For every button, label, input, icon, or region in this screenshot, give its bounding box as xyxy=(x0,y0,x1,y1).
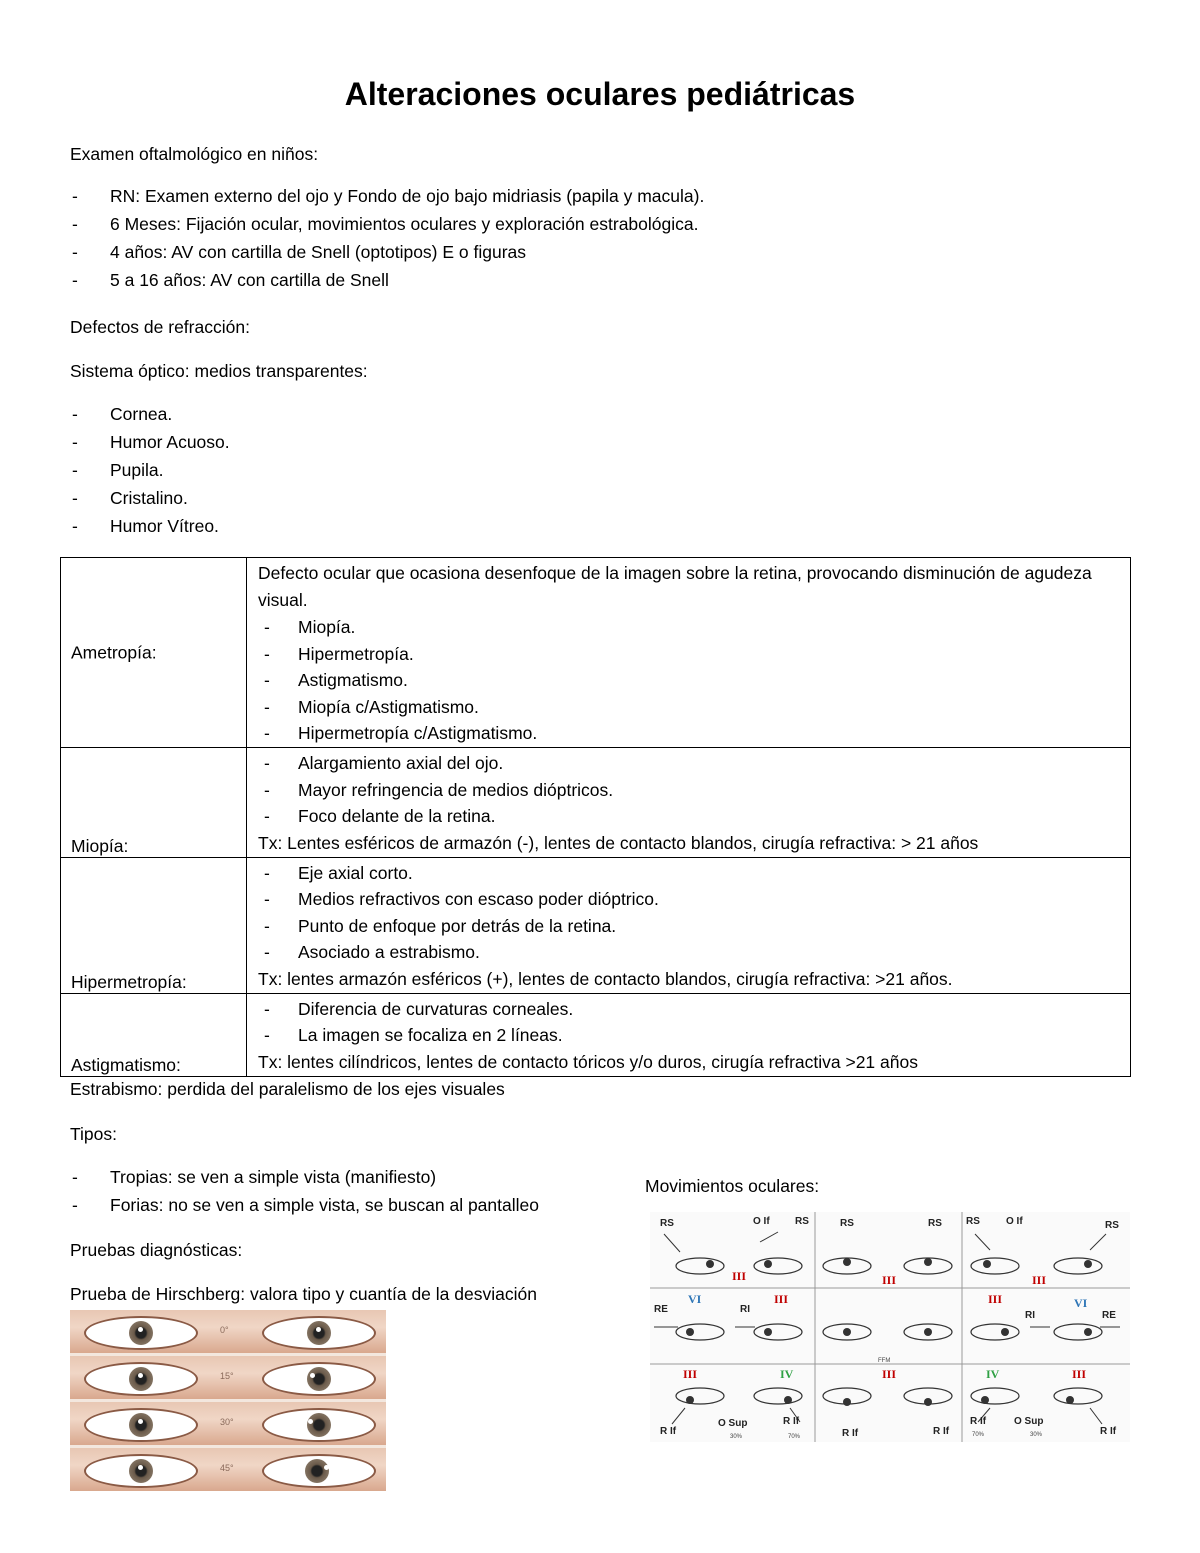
exam-item-6-months: 6 Meses: Fijación ocular, movimientos oculares y exploración estrabológica. xyxy=(110,214,699,234)
table-row xyxy=(61,857,1131,993)
nerve-label: III xyxy=(774,1292,789,1306)
dash: - xyxy=(264,1025,270,1045)
dash: - xyxy=(264,617,270,637)
label-rif: R If xyxy=(1100,1426,1117,1437)
list-item xyxy=(258,996,1120,1023)
label-miopia: Miopía: xyxy=(71,835,129,856)
document-title: Alteraciones oculares pediátricas xyxy=(344,76,856,112)
label-rs: RS xyxy=(928,1218,942,1229)
dash: - xyxy=(72,1195,78,1215)
table-label-cell xyxy=(61,993,247,1076)
exam-item-rn: RN: Examen externo del ojo y Fondo de ojo bajo midriasis (papila y macula). xyxy=(110,186,705,206)
list-item-text: Hipermetropía c/Astigmatismo. xyxy=(298,723,538,743)
exam-list xyxy=(70,182,704,294)
list-item-text: Medios refractivos con escaso poder dióptrico. xyxy=(298,889,659,909)
dash: - xyxy=(264,862,270,883)
list-item-text: Miopía. xyxy=(298,617,356,637)
table-row xyxy=(61,558,1131,748)
nerve-label: IV xyxy=(780,1367,794,1381)
list-item xyxy=(258,720,1120,747)
list-item xyxy=(70,210,704,238)
table-row xyxy=(61,993,1131,1076)
list-item-text: Punto de enfoque por detrás de la retina. xyxy=(298,915,617,936)
list-item-text: Hipermetropía. xyxy=(298,643,414,664)
table-content-cell xyxy=(247,993,1131,1076)
list-item xyxy=(70,456,230,484)
dash: - xyxy=(72,488,78,508)
table-label-cell xyxy=(61,748,247,858)
eye-icon xyxy=(84,1362,198,1396)
miopia-treatment: Tx: Lentes esféricos de armazón (-), lentes de contacto blandos, cirugía refractiva: > 21 años xyxy=(258,832,979,853)
degree-label: 30° xyxy=(220,1417,234,1427)
eye-row xyxy=(70,1310,386,1353)
degree-label: 15° xyxy=(220,1371,234,1381)
eye-row xyxy=(70,1402,386,1445)
optics-item: Cornea. xyxy=(110,404,173,424)
type-forias: Forias: no se ven a simple vista, se buscan al pantalleo xyxy=(110,1195,539,1215)
list-item xyxy=(70,428,230,456)
list-item-text: Foco delante de la retina. xyxy=(298,806,496,826)
types-heading: Tipos: xyxy=(70,1124,118,1144)
list-item xyxy=(70,182,704,210)
label-hipermetropia: Hipermetropía: xyxy=(71,971,187,992)
strabismus-types-list xyxy=(70,1163,539,1219)
optics-item: Cristalino. xyxy=(110,488,188,508)
label-rs: RS xyxy=(660,1218,674,1229)
optics-item: Pupila. xyxy=(110,460,164,480)
label-re: RE xyxy=(654,1304,668,1315)
list-item xyxy=(70,238,704,266)
dash: - xyxy=(264,670,270,690)
strabismus-definition: Estrabismo: perdida del paralelismo de los ejes visuales xyxy=(70,1079,505,1099)
list-item xyxy=(258,750,1120,777)
list-item-text: Mayor refringencia de medios dióptricos. xyxy=(298,779,614,800)
dash: - xyxy=(72,242,78,262)
nerve-label: IV xyxy=(986,1367,1000,1381)
optics-list xyxy=(70,400,230,540)
label-astigmatismo: Astigmatismo: xyxy=(71,1054,181,1075)
label-rif: R If xyxy=(842,1428,859,1439)
exam-heading: Examen oftalmológico en niños: xyxy=(70,144,319,164)
list-item-text: Astigmatismo. xyxy=(298,670,408,690)
exam-item-4-years: 4 años: AV con cartilla de Snell (optotipos) E o figuras xyxy=(110,242,527,262)
list-item xyxy=(258,913,1120,940)
ocular-movements-diagram xyxy=(650,1212,1130,1442)
label-rs: RS xyxy=(795,1216,809,1227)
list-item xyxy=(70,512,230,540)
list-item xyxy=(70,400,230,428)
dash: - xyxy=(72,270,78,290)
table-label-cell xyxy=(61,857,247,993)
label-rif: R If xyxy=(933,1426,950,1437)
nerve-label: III xyxy=(1032,1273,1047,1287)
list-item xyxy=(258,614,1120,641)
label-rif: R If xyxy=(783,1416,800,1427)
dash: - xyxy=(264,915,270,936)
dash: - xyxy=(72,186,78,206)
optics-heading: Sistema óptico: medios transparentes: xyxy=(70,361,368,381)
dash: - xyxy=(72,460,78,480)
nerve-label: III xyxy=(1072,1367,1087,1381)
dash: - xyxy=(264,998,270,1019)
list-item-text: Miopía c/Astigmatismo. xyxy=(298,696,479,717)
eye-row xyxy=(70,1448,386,1491)
refraction-defects-table xyxy=(60,557,1131,1077)
dash: - xyxy=(264,889,270,909)
label-osup: O Sup xyxy=(718,1418,748,1429)
label-oif: O If xyxy=(1006,1216,1023,1227)
type-tropias: Tropias: se ven a simple vista (manifiesto) xyxy=(110,1167,437,1187)
list-item xyxy=(258,886,1120,913)
label-re: RE xyxy=(1102,1310,1116,1321)
list-item-text: Asociado a estrabismo. xyxy=(298,942,480,962)
label-rs: RS xyxy=(966,1216,980,1227)
pct-label: 30% xyxy=(1030,1432,1043,1438)
label-ri: RI xyxy=(740,1304,750,1315)
dash: - xyxy=(264,696,270,717)
exam-item-5-16-years: 5 a 16 años: AV con cartilla de Snell xyxy=(110,270,389,290)
astigmatismo-treatment: Tx: lentes cilíndricos, lentes de contacto tóricos y/o duros, cirugía refractiva >21 años xyxy=(258,1051,918,1072)
dash: - xyxy=(264,723,270,743)
ametropia-list xyxy=(258,614,1120,747)
dash: - xyxy=(72,214,78,234)
list-item xyxy=(70,1191,539,1219)
label-rif: R If xyxy=(970,1416,987,1427)
pct-label: 70% xyxy=(788,1434,801,1440)
dash: - xyxy=(264,643,270,664)
list-item xyxy=(258,694,1120,721)
label-rif: R If xyxy=(660,1426,677,1437)
table-content-cell xyxy=(247,857,1131,993)
degree-label: 45° xyxy=(220,1463,234,1473)
list-item xyxy=(70,484,230,512)
optics-item: Humor Acuoso. xyxy=(110,432,230,452)
list-item xyxy=(258,860,1120,887)
list-item-text: Eje axial corto. xyxy=(298,862,413,883)
miopia-list xyxy=(258,750,1120,830)
label-oif: O If xyxy=(753,1216,770,1227)
dash: - xyxy=(264,779,270,800)
label-osup: O Sup xyxy=(1014,1416,1044,1427)
nerve-label: III xyxy=(683,1367,698,1381)
table-row xyxy=(61,748,1131,858)
degree-label: 0° xyxy=(220,1325,229,1335)
eye-icon xyxy=(262,1408,376,1442)
list-item xyxy=(258,939,1120,966)
dash: - xyxy=(72,432,78,452)
table-content-cell xyxy=(247,558,1131,748)
hipermetropia-list xyxy=(258,860,1120,966)
list-item xyxy=(258,667,1120,694)
list-item xyxy=(258,777,1120,804)
label-ametropia: Ametropía: xyxy=(71,642,157,662)
astigmatismo-list xyxy=(258,996,1120,1049)
eye-row xyxy=(70,1356,386,1399)
optics-item: Humor Vítreo. xyxy=(110,516,219,536)
label-rs: RS xyxy=(840,1218,854,1229)
pct-label: 30% xyxy=(730,1434,743,1440)
table-label-cell xyxy=(61,558,247,748)
eye-icon xyxy=(84,1454,198,1488)
nerve-label: III xyxy=(882,1273,897,1287)
label-ri: RI xyxy=(1025,1310,1035,1321)
table-content-cell xyxy=(247,748,1131,858)
nerve-label: III xyxy=(882,1367,897,1381)
hirschberg-eyes-image xyxy=(70,1310,386,1491)
dash: - xyxy=(264,942,270,962)
list-item-text: La imagen se focaliza en 2 líneas. xyxy=(298,1025,563,1045)
nerve-label: VI xyxy=(688,1292,702,1306)
dash: - xyxy=(264,753,270,773)
eye-icon xyxy=(262,1454,376,1488)
dash: - xyxy=(72,404,78,424)
nerve-label: III xyxy=(732,1269,747,1283)
label-rs: RS xyxy=(1105,1220,1119,1231)
list-item xyxy=(70,1163,539,1191)
list-item-text: Diferencia de curvaturas corneales. xyxy=(298,998,574,1019)
hirschberg-text: Prueba de Hirschberg: valora tipo y cuantía de la desviación xyxy=(70,1284,537,1304)
hipermetropia-treatment: Tx: lentes armazón esféricos (+), lentes de contacto blandos, cirugía refractiva: >21 años. xyxy=(258,968,953,989)
eye-icon xyxy=(262,1362,376,1396)
dash: - xyxy=(72,1167,78,1187)
nerve-label: III xyxy=(988,1292,1003,1306)
eye-icon xyxy=(262,1316,376,1350)
nerve-label: VI xyxy=(1074,1296,1088,1310)
list-item-text: Alargamiento axial del ojo. xyxy=(298,753,504,773)
list-item xyxy=(70,266,704,294)
list-item xyxy=(258,641,1120,668)
dash: - xyxy=(72,516,78,536)
dash: - xyxy=(264,806,270,826)
eye-icon xyxy=(84,1408,198,1442)
tests-heading: Pruebas diagnósticas: xyxy=(70,1240,243,1260)
list-item xyxy=(258,1022,1120,1049)
list-item xyxy=(258,803,1120,830)
movements-heading: Movimientos oculares: xyxy=(645,1176,820,1196)
pct-label: 70% xyxy=(972,1432,985,1438)
ametropia-definition: Defecto ocular que ocasiona desenfoque de la imagen sobre la retina, provocando disminución de agudeza visual. xyxy=(258,563,1092,610)
eye-icon xyxy=(84,1316,198,1350)
refraction-heading: Defectos de refracción: xyxy=(70,317,250,337)
label-ffm: FFM xyxy=(878,1358,891,1364)
